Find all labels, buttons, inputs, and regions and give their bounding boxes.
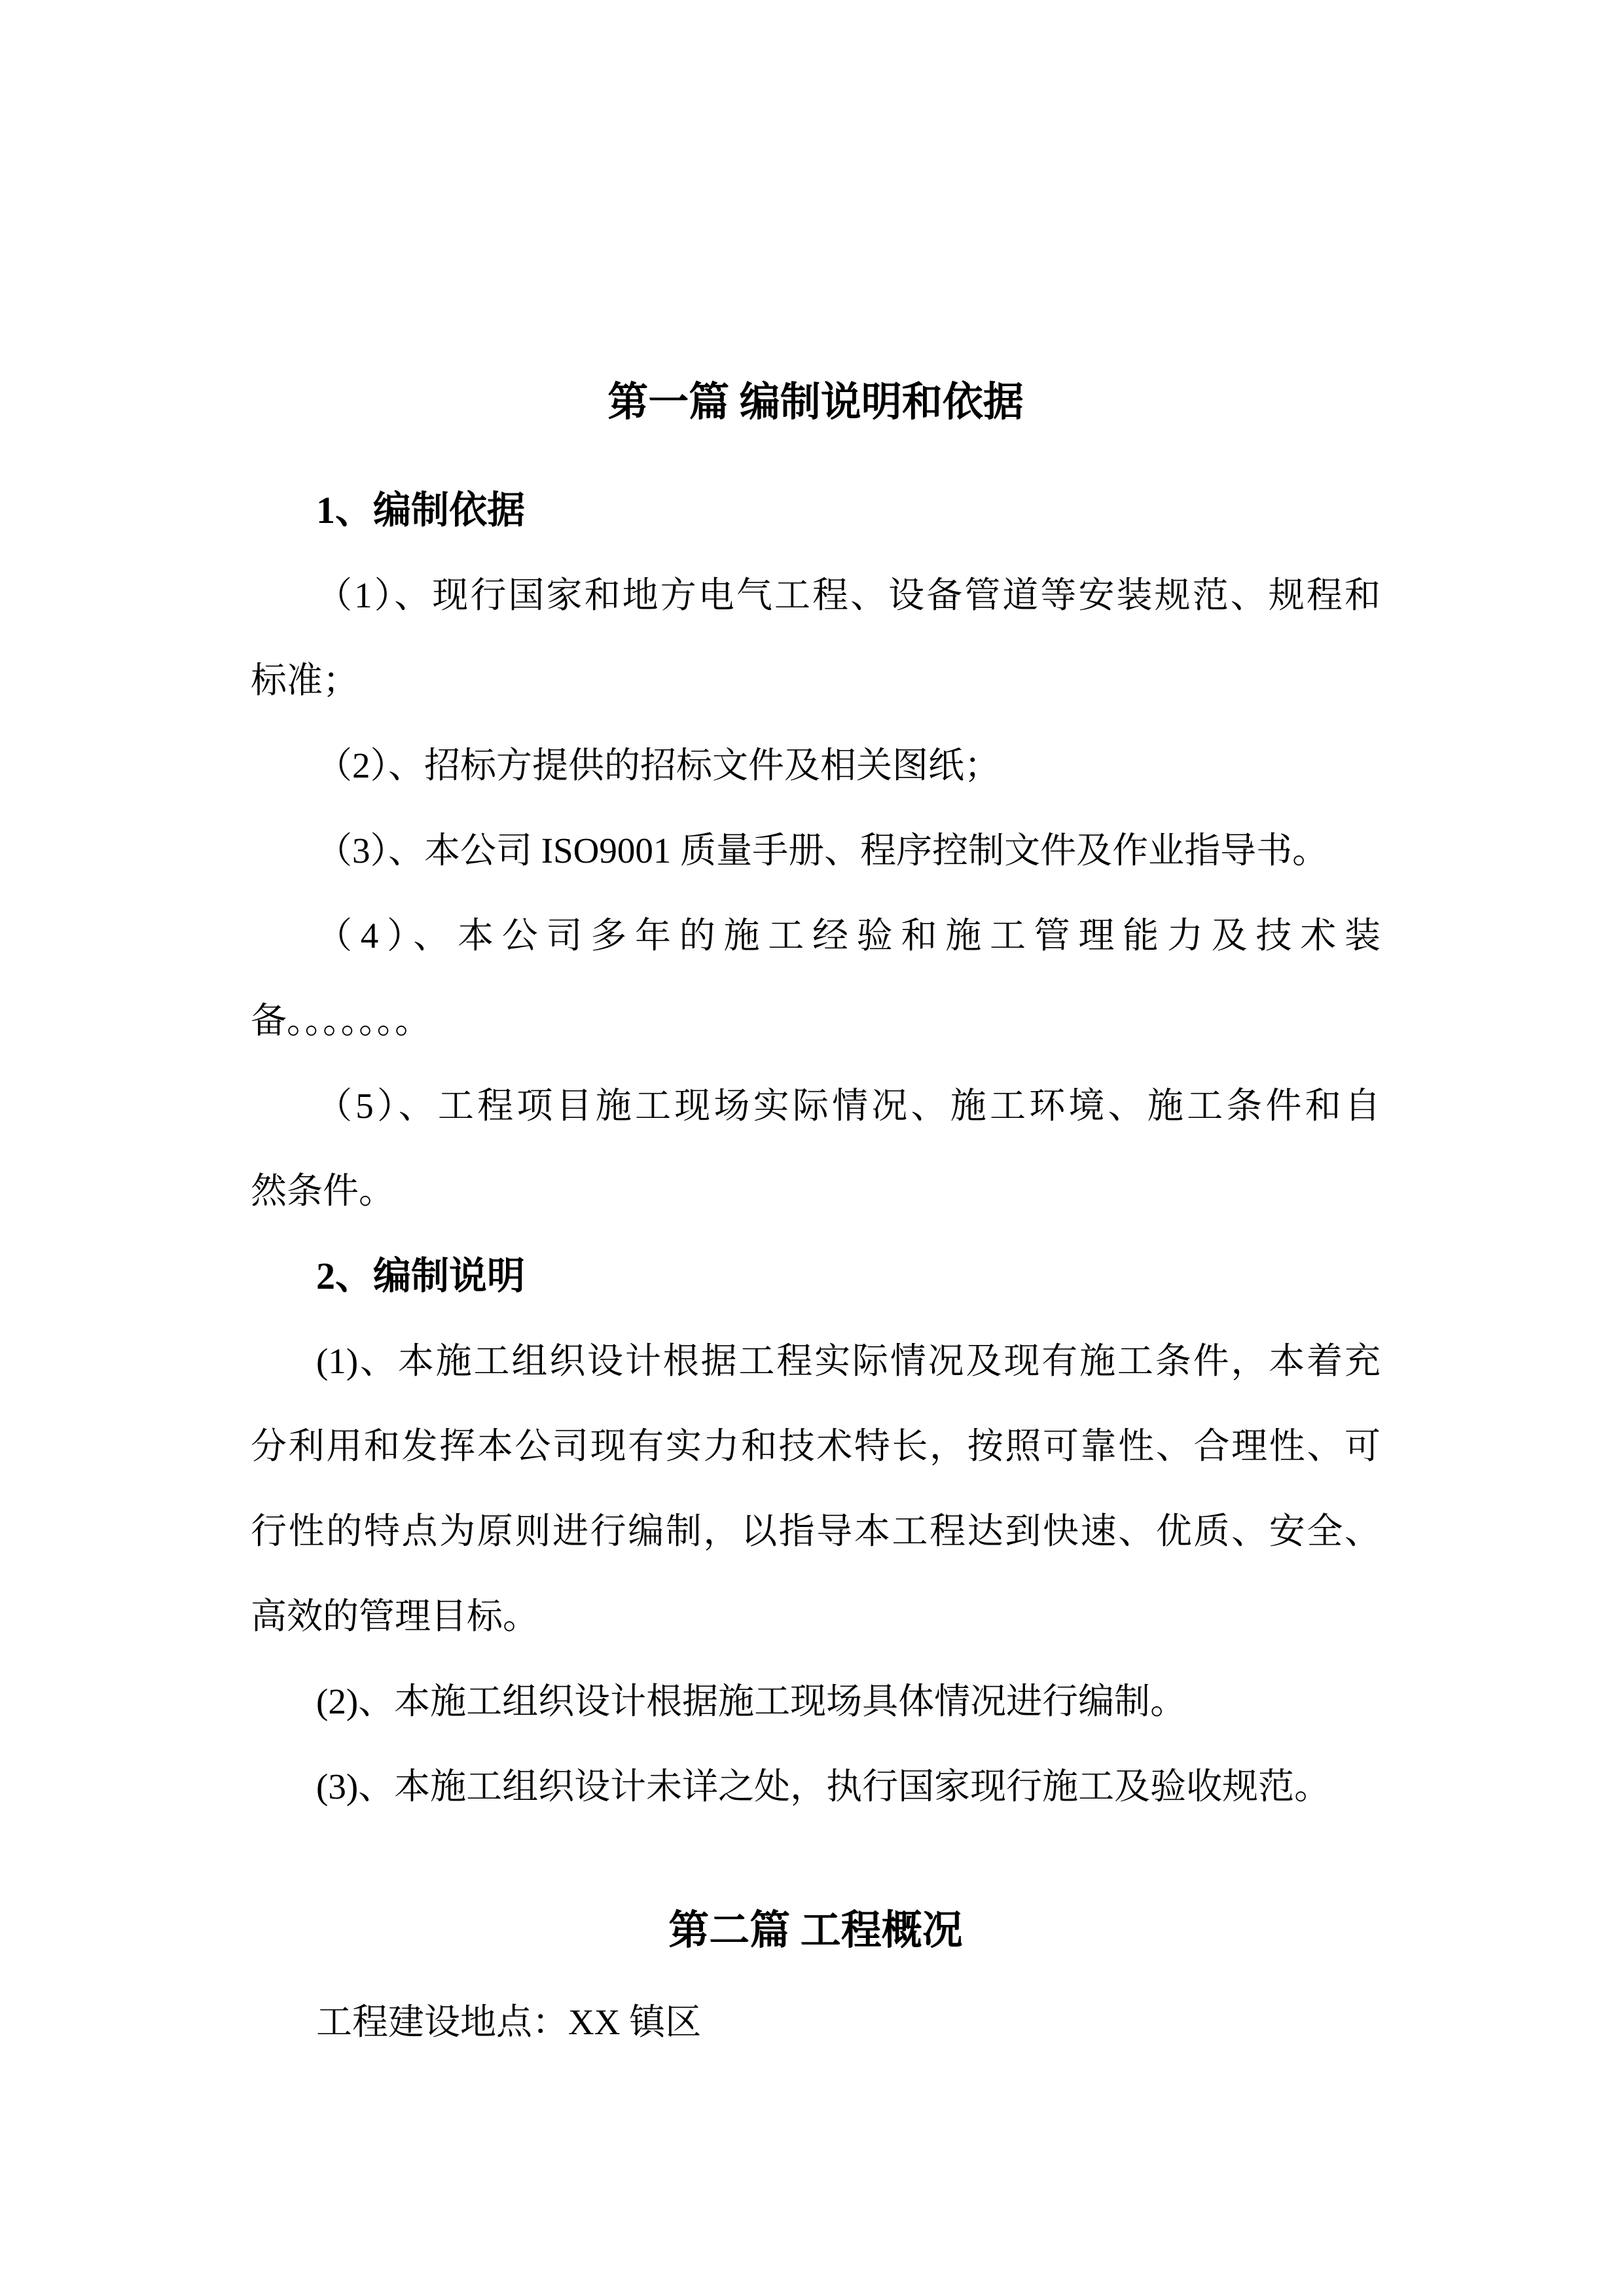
part2-title: 第二篇 工程概况 [668,1909,963,1953]
s1-item3-line: （3）、本公司 ISO9001 质量手册、程序控制文件及作业指导书。 [316,831,1329,870]
s1-item5-line2: 然条件。 [251,1171,395,1211]
s2-item1-line3: 行性的特点为原则进行编制，以指导本工程达到快速、优质、安全、 [251,1511,1380,1551]
s2-item3-line: (3)、本施工组织设计未详之处，执行国家现行施工及验收规范。 [316,1767,1331,1806]
s1-item4-line2: 备。。。。。。。 [251,1001,431,1041]
s2-item2-line: (2)、本施工组织设计根据施工现场具体情况进行编制。 [316,1681,1187,1721]
s1-item1-line1: （1）、现行国家和地方电气工程、设备管道等安装规范、规程和 [316,575,1380,615]
s1-item5-line1: （5）、工程项目施工现场实际情况、施工环境、施工条件和自 [316,1086,1380,1126]
part2-location-line: 工程建设地点：XX 镇区 [316,2002,702,2042]
part1-title: 第一篇 编制说明和依据 [607,380,1024,425]
s2-item1-line4: 高效的管理目标。 [251,1596,539,1636]
section1-heading: 1、编制依据 [316,489,526,531]
s2-item1-line2: 分利用和发挥本公司现有实力和技术特长，按照可靠性、合理性、可 [251,1426,1380,1466]
section2-heading: 2、编制说明 [316,1255,526,1297]
s1-item1-line2: 标准； [251,660,359,700]
s2-item1-line1: (1)、本施工组织设计根据工程实际情况及现有施工条件，本着充 [316,1341,1380,1381]
s1-item2-line: （2）、招标方提供的招标文件及相关图纸； [316,745,1001,785]
s1-item4-line1: （4）、本公司多年的施工经验和施工管理能力及技术装 [316,916,1380,956]
